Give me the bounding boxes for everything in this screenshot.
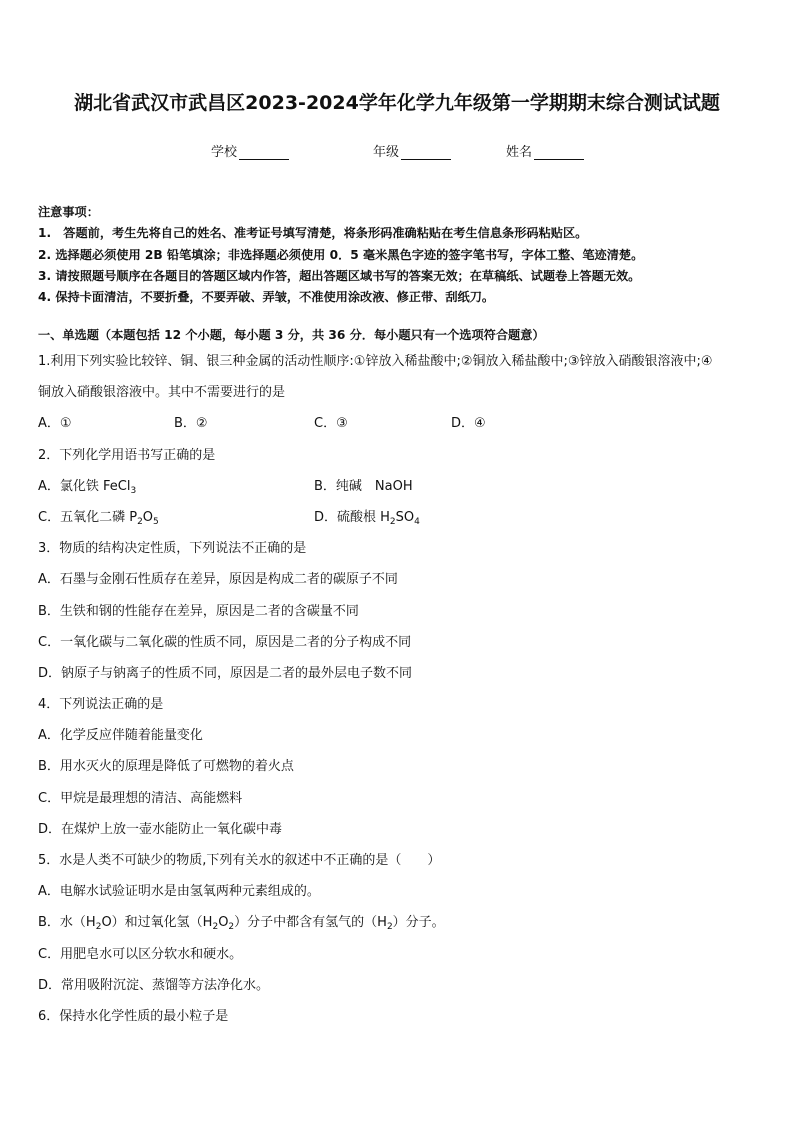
subscript: 2 [137, 516, 143, 527]
option-a [38, 477, 136, 497]
subscript: 2 [389, 516, 396, 527]
q2-c-text: C．五氧化二磷 P [38, 509, 138, 525]
note-item: 4. 保持卡面清洁，不要折叠，不要弄破、弄皱，不准使用涂改液、修正带、刮纸刀。 [38, 290, 495, 305]
subscript: 2 [212, 922, 219, 933]
option-b: B．② [174, 416, 208, 432]
option-d: D．常用吸附沉淀、蒸馏等方法净化水。 [38, 977, 270, 993]
option-c [38, 508, 159, 528]
note-item: 3. 请按照题号顺序在各题目的答题区域内作答，超出答题区域书写的答案无效；在草稿纸、试题卷上答题无效。 [38, 268, 641, 283]
grade-field [373, 141, 451, 160]
name-field [506, 141, 584, 160]
page-title: 湖北省武汉市武昌区2023-2024学年化学九年级第一学期期末综合测试试题 [74, 92, 720, 114]
school-blank [239, 146, 289, 160]
q1-stem-line1: 1.利用下列实验比较锌、铜、银三种金属的活动性顺序:①锌放入稀盐酸中;②铜放入稀盐酸中;③锌放入硝酸银溶液中;④ [38, 354, 713, 369]
q5-b-part: O [218, 915, 229, 931]
school-label: 学校 [211, 145, 238, 160]
q5-b-part: ）分子。 [392, 915, 445, 931]
grade-blank [401, 146, 451, 160]
q2-c-mid: O [142, 509, 154, 525]
notes-block [38, 202, 768, 308]
q2-options-row2 [38, 508, 768, 539]
questions [38, 352, 768, 1038]
q3-stem: 3．物质的结构决定性质，下列说法不正确的是 [38, 541, 307, 557]
name-blank [534, 146, 584, 160]
q5-b-part: B．水（H [38, 915, 96, 931]
q2-a-text: A．氯化铁 FeCl [38, 478, 131, 494]
option-d: D．④ [451, 416, 486, 432]
option-d [314, 508, 420, 528]
notes-heading: 注意事项： [38, 205, 99, 219]
option-a: A．电解水试验证明水是由氢氧两种元素组成的。 [38, 884, 320, 900]
q1-options [38, 414, 768, 445]
option-b: B．生铁和钢的性能存在差异，原因是二者的含碳量不同 [38, 603, 359, 619]
q2-d-text: D．硫酸根 H [314, 509, 390, 525]
option-c: C．③ [314, 416, 348, 432]
subscript: 2 [228, 922, 235, 933]
subscript: 3 [130, 485, 137, 496]
note-item: 1. 答题前，考生先将自己的姓名、准考证号填写清楚，将条形码准确粘贴在考生信息条形码粘贴区。 [38, 226, 588, 241]
school-field [211, 141, 289, 160]
q2-d-mid: SO [395, 509, 415, 525]
subscript: 2 [95, 922, 102, 933]
option-c: C．甲烷是最理想的清洁、高能燃料 [38, 790, 243, 806]
subscript: 4 [414, 516, 420, 527]
option-a: A．① [38, 416, 72, 432]
option-a: A．化学反应伴随着能量变化 [38, 728, 203, 744]
grade-label: 年级 [373, 145, 400, 160]
q4-stem: 4．下列说法正确的是 [38, 697, 164, 713]
option-c: C．一氧化碳与二氧化碳的性质不同，原因是二者的分子构成不同 [38, 634, 412, 650]
option-b: B．纯碱 NaOH [314, 478, 413, 494]
option-b [38, 913, 768, 944]
q2-options-row1 [38, 477, 768, 508]
section-header: 一、单选题（本题包括 12 个小题，每小题 3 分，共 36 分．每小题只有一个选项符合题意） [38, 328, 545, 342]
q5-stem: 5．水是人类不可缺少的物质,下列有关水的叙述中不正确的是（ ） [38, 853, 441, 868]
q5-b-part: ）分子中都含有氢气的（H [234, 915, 387, 931]
subscript: 2 [386, 922, 393, 933]
subscript: 5 [153, 516, 159, 527]
option-d: D．在煤炉上放一壶水能防止一氧化碳中毒 [38, 821, 283, 837]
name-label: 姓名 [506, 145, 533, 160]
q2-stem: 2．下列化学用语书写正确的是 [38, 447, 216, 463]
option-a: A．石墨与金刚石性质存在差异，原因是构成二者的碳原子不同 [38, 572, 398, 588]
option-c: C．用肥皂水可以区分软水和硬水。 [38, 946, 243, 962]
q5-b-part: O）和过氧化氢（H [101, 915, 213, 931]
q6-stem: 6．保持水化学性质的最小粒子是 [38, 1008, 229, 1024]
option-d: D．钠原子与钠离子的性质不同，原因是二者的最外层电子数不同 [38, 665, 413, 681]
note-item: 2. 选择题必须使用 2B 铅笔填涂；非选择题必须使用 0．5 毫米黑色字迹的签字笔书写，字体工整、笔迹清楚。 [38, 247, 644, 262]
q1-stem-line2: 铜放入硝酸银溶液中。其中不需要进行的是 [38, 385, 286, 401]
option-b: B．用水灭火的原理是降低了可燃物的着火点 [38, 759, 294, 775]
